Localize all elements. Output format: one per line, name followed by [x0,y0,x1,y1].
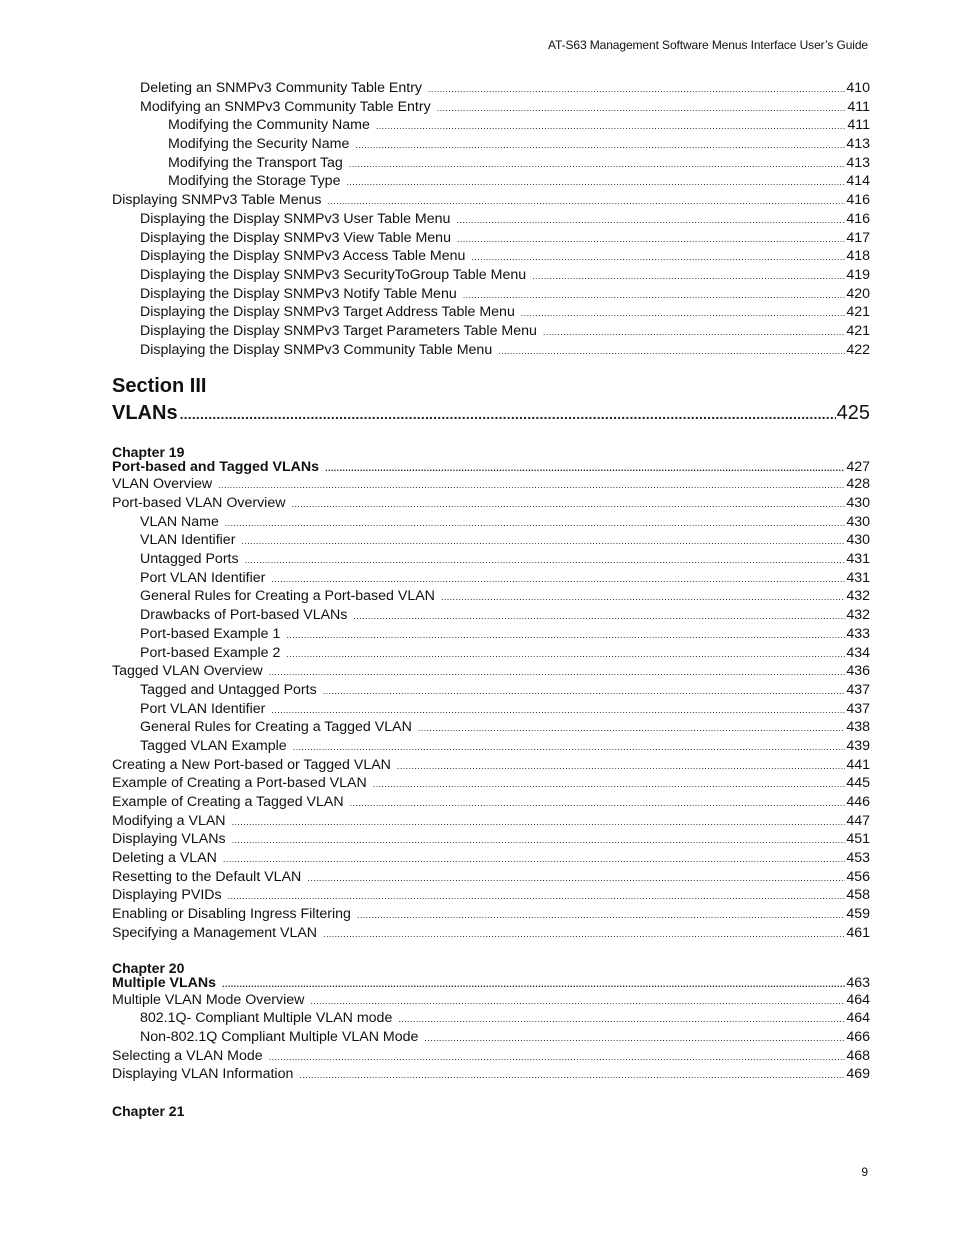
dot-leader [245,551,846,570]
dot-leader [241,532,845,551]
chapter-19-page: 427 [846,459,870,476]
page-number: 9 [861,1165,868,1179]
toc-entry-page: 469 [846,1066,870,1083]
dot-leader [398,1010,845,1029]
chapter-19-title: Port-based and Tagged VLANs [112,459,320,476]
dot-leader [223,850,845,869]
toc-entry-page: 416 [846,210,870,227]
dot-leader [353,607,845,626]
toc-entry-title: Port VLAN Identifier [140,569,266,586]
toc-entry-title: Port VLAN Identifier [140,700,266,717]
toc-entry-page: 466 [846,1028,870,1045]
toc-entry-page: 445 [846,775,870,792]
toc-entry-title: VLAN Overview [112,476,213,493]
toc-entry-title: 802.1Q- Compliant Multiple VLAN mode [140,1010,393,1027]
toc-entry-title: General Rules for Creating a Tagged VLAN [140,719,412,736]
dot-leader [424,1029,845,1048]
toc-entry-page: 413 [846,136,870,153]
toc-entry-page: 451 [846,831,870,848]
chapter-19-entries [112,475,870,942]
dot-leader [269,663,846,682]
toc-entry-title: Displaying the Display SNMPv3 SecurityToGroup Table Menu [140,266,527,283]
toc-entry-page: 413 [846,154,870,171]
dot-leader [428,80,845,99]
toc-entry-title: Displaying VLAN Information [112,1066,294,1083]
toc-entry-title: Modifying an SNMPv3 Community Table Entry [140,98,431,115]
toc-entry-page: 430 [846,513,870,530]
toc-entry-page: 414 [846,173,870,190]
dot-leader [286,645,845,664]
dot-leader [180,400,836,428]
dot-leader [437,99,847,118]
toc-entry-title: Untagged Ports [140,551,239,568]
toc-entry[interactable] [112,531,870,550]
toc-top-entries [112,79,870,359]
dot-leader [310,992,845,1011]
toc-entry[interactable] [112,868,870,887]
dot-leader [325,461,845,476]
toc-entry-title: Displaying the Display SNMPv3 View Table Menu [140,229,451,246]
toc-entry-page: 418 [846,248,870,265]
toc-entry[interactable] [112,229,870,248]
dot-leader [349,155,846,174]
toc-entry-page: 421 [846,322,870,339]
toc-entry-title: Tagged and Untagged Ports [140,681,317,698]
toc-entry-page: 411 [847,98,870,115]
toc-entry-title: Deleting a VLAN [112,850,217,867]
section-title: VLANs [112,402,178,425]
dot-leader [532,267,845,286]
dot-leader [328,192,846,211]
toc-entry-page: 436 [846,663,870,680]
toc-entry[interactable] [112,662,870,681]
toc-entry-title: Tagged VLAN Overview [112,663,263,680]
toc-entry-page: 446 [846,794,870,810]
running-header: AT-S63 Management Software Menus Interface User’s Guide [548,38,868,52]
dot-leader [441,588,845,607]
toc-entry-page: 422 [846,341,870,358]
toc-entry[interactable] [112,341,870,360]
toc-entry-page: 419 [846,266,870,283]
toc-entry[interactable] [112,322,870,341]
toc-entry[interactable] [112,905,870,924]
toc-entry-page: 453 [846,850,870,867]
toc-entry-page: 416 [846,192,870,209]
toc-entry-title: Tagged VLAN Example [140,737,287,754]
toc-entry-page: 411 [847,117,870,134]
toc-entry[interactable] [112,774,870,793]
toc-entry-title: Creating a New Port-based or Tagged VLAN [112,756,391,773]
toc-entry-page: 417 [846,229,870,246]
toc-entry[interactable] [112,1028,870,1047]
dot-leader [543,323,845,342]
toc-entry[interactable] [112,303,870,322]
toc-entry-title: Port-based Example 2 [140,644,281,661]
toc-entry-page: 428 [846,476,870,493]
dot-leader [299,1066,845,1085]
dot-leader [271,570,845,589]
toc-entry-page: 410 [846,80,870,96]
dot-leader [323,682,846,701]
chapter-20-page: 463 [846,974,870,991]
toc-entry-title: VLAN Name [140,513,219,530]
toc-entry-page: 439 [846,737,870,754]
toc-entry[interactable] [112,587,870,606]
chapter-20-title: Multiple VLANs [112,974,217,991]
toc-entry-page: 430 [846,532,870,549]
dot-leader [225,514,845,533]
toc-entry[interactable] [112,513,870,532]
dot-leader [286,626,845,645]
chapter-20-title-row[interactable] [112,976,870,991]
toc-entry-page: 437 [846,700,870,717]
toc-entry-title: Displaying the Display SNMPv3 User Table Menu [140,210,451,227]
toc-entry-page: 447 [846,812,870,829]
toc-entry[interactable] [112,718,870,737]
toc-entry-title: Drawbacks of Port-based VLANs [140,607,348,624]
toc-entry-page: 468 [846,1047,870,1064]
toc-entry-page: 433 [846,625,870,642]
toc-entry-page: 431 [846,551,870,568]
dot-leader [307,869,845,888]
toc-entry-title: Selecting a VLAN Mode [112,1047,263,1064]
toc-entry[interactable] [112,681,870,700]
toc-entry[interactable] [112,1065,870,1084]
toc-entry-page: 458 [846,887,870,904]
toc-entry-page: 437 [846,681,870,698]
toc-entry-page: 464 [846,1010,870,1027]
toc-entry-page: 420 [846,285,870,302]
toc-entry-title: Displaying the Display SNMPv3 Target Parameters Table Menu [140,322,537,339]
dot-leader [457,230,845,249]
toc-entry-page: 459 [846,906,870,923]
toc-entry-title: Displaying PVIDs [112,887,222,904]
toc-entry[interactable] [112,98,870,117]
toc-entry[interactable] [112,756,870,775]
dot-leader [418,719,846,738]
chapter-20-label: Chapter 20 [112,959,185,976]
toc-entry-title: Enabling or Disabling Ingress Filtering [112,906,351,923]
toc-entry-title: VLAN Identifier [140,532,236,549]
toc-entry-page: 461 [846,924,870,941]
toc-entry-title: Modifying the Security Name [168,136,350,153]
toc-entry[interactable] [112,210,870,229]
toc-entry[interactable] [112,924,870,943]
toc-entry-title: Displaying SNMPv3 Table Menus [112,192,322,209]
toc-entry[interactable] [112,475,870,494]
chapter-19-label: Chapter 19 [112,444,185,461]
table-of-contents [112,79,870,1119]
toc-entry-title: Modifying the Transport Tag [168,154,343,171]
dot-leader [291,495,845,514]
dot-leader [397,757,845,776]
toc-entry-page: 432 [846,588,870,605]
toc-entry[interactable] [112,606,870,625]
toc-entry[interactable] [112,247,870,266]
toc-entry-page: 430 [846,495,870,511]
toc-entry-title: Modifying the Storage Type [168,173,341,190]
dot-leader [323,925,845,944]
toc-entry-title: Non-802.1Q Compliant Multiple VLAN Mode [140,1028,419,1045]
toc-entry-page: 438 [846,719,870,736]
dot-leader [271,701,845,720]
toc-entry-title: Example of Creating a Tagged VLAN [112,794,344,810]
dot-leader [471,248,845,267]
dot-leader [463,286,846,305]
toc-entry-title: Example of Creating a Port-based VLAN [112,775,367,792]
toc-entry-title: Deleting an SNMPv3 Community Table Entry [140,80,423,96]
toc-entry-title: Displaying the Display SNMPv3 Notify Table Menu [140,285,457,302]
toc-entry[interactable] [112,1009,870,1028]
toc-entry-title: Modifying a VLAN [112,812,226,829]
toc-entry[interactable] [112,494,870,513]
section-label: Section III [112,375,207,398]
toc-entry-page: 421 [846,304,870,321]
toc-entry-page: 441 [846,756,870,773]
toc-entry[interactable] [112,830,870,849]
toc-entry-title: Resetting to the Default VLAN [112,868,302,885]
toc-entry-page: 456 [846,868,870,885]
toc-entry-title: Modifying the Community Name [168,117,370,134]
dot-leader [228,887,846,906]
toc-entry[interactable] [112,793,870,812]
chapter-20-entries [112,991,870,1084]
toc-entry[interactable] [112,569,870,588]
dot-leader [498,342,845,361]
toc-entry-page: 464 [846,991,870,1008]
toc-entry[interactable] [112,700,870,719]
toc-entry-page: 431 [846,569,870,586]
dot-leader [357,906,845,925]
toc-entry-page: 434 [846,644,870,661]
toc-entry[interactable] [112,625,870,644]
section-page: 425 [836,402,870,425]
dot-leader [373,775,846,794]
toc-entry-title: Port-based VLAN Overview [112,495,286,511]
dot-leader [218,476,845,495]
dot-leader [376,117,847,136]
dot-leader [350,794,846,813]
toc-entry-title: Displaying the Display SNMPv3 Access Table Menu [140,248,466,265]
toc-entry-title: Displaying the Display SNMPv3 Target Address Table Menu [140,304,515,321]
toc-entry[interactable] [112,737,870,756]
toc-entry[interactable] [112,886,870,905]
toc-entry-title: General Rules for Creating a Port-based VLAN [140,588,435,605]
toc-entry[interactable] [112,991,870,1010]
dot-leader [456,211,845,230]
toc-entry-title: Displaying the Display SNMPv3 Community Table Menu [140,341,493,358]
dot-leader [232,831,846,850]
dot-leader [355,136,845,155]
dot-leader [346,173,845,192]
dot-leader [269,1048,846,1067]
toc-entry[interactable] [112,191,870,210]
toc-entry[interactable] [112,285,870,304]
toc-entry[interactable] [112,154,870,173]
toc-entry[interactable] [112,266,870,285]
chapter-21-label: Chapter 21 [112,1102,185,1119]
toc-entry-title: Displaying VLANs [112,831,226,848]
dot-leader [293,738,846,757]
toc-entry-title: Port-based Example 1 [140,625,281,642]
toc-entry[interactable] [112,79,870,98]
toc-entry-title: Multiple VLAN Mode Overview [112,991,305,1008]
toc-entry[interactable] [112,550,870,569]
toc-entry[interactable] [112,644,870,663]
toc-entry-title: Specifying a Management VLAN [112,924,318,941]
toc-entry[interactable] [112,116,870,135]
toc-entry[interactable] [112,1047,870,1066]
dot-leader [222,977,845,992]
toc-entry[interactable] [112,812,870,831]
toc-entry[interactable] [112,135,870,154]
toc-entry-page: 432 [846,607,870,624]
dot-leader [521,304,845,323]
chapter-19-title-row[interactable] [112,460,870,475]
dot-leader [232,813,846,832]
toc-entry[interactable] [112,849,870,868]
toc-entry[interactable] [112,172,870,191]
section-title-row[interactable] [112,399,870,427]
